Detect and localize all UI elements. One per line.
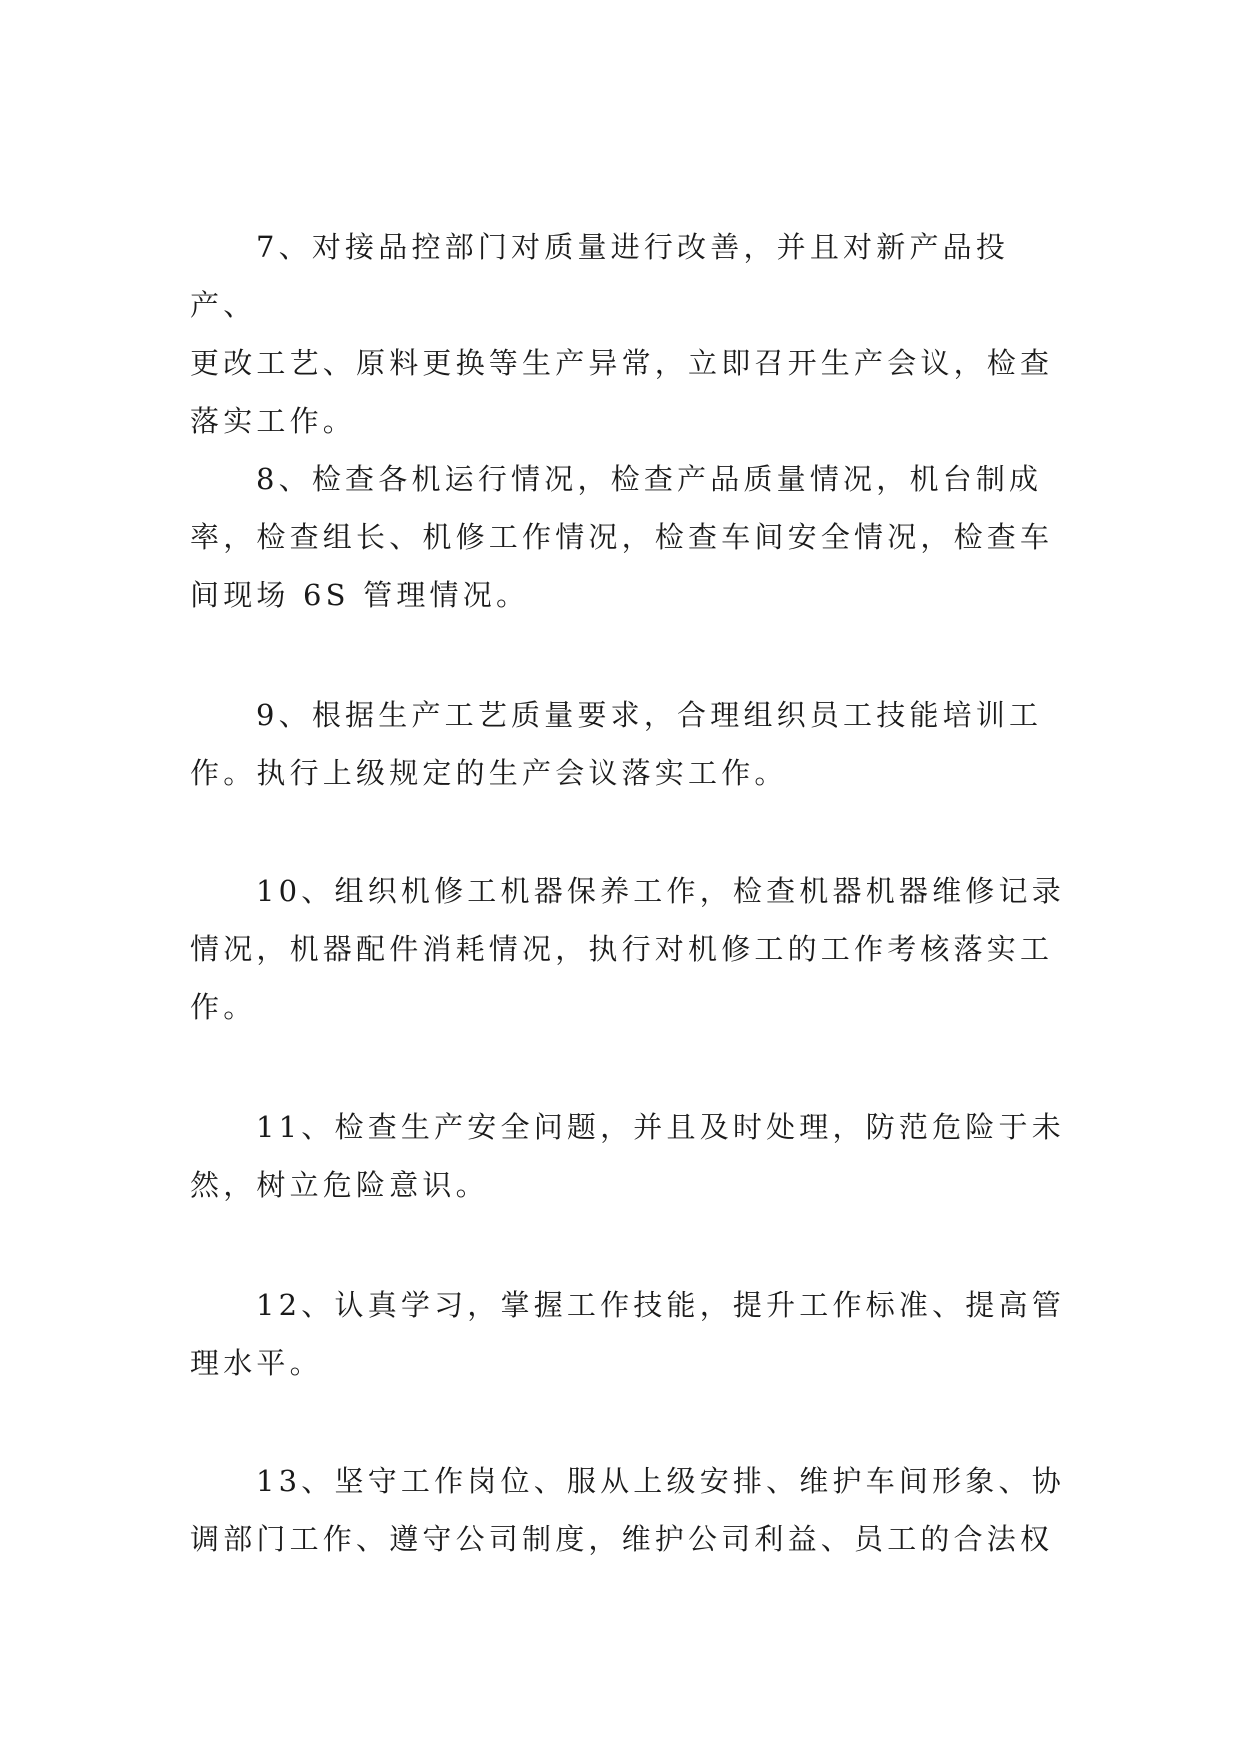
paragraph-line: 然，树立危险意识。 [190, 1168, 489, 1202]
paragraph-item-12 [190, 1276, 1070, 1392]
paragraph-line: 率，检查组长、机修工作情况，检查车间安全情况，检查车 [190, 520, 1054, 554]
paragraph-line: 9、根据生产工艺质量要求，合理组织员工技能培训工 [256, 698, 1043, 732]
paragraph-line: 间现场 6S 管理情况。 [190, 578, 530, 612]
paragraph-line: 调部门工作、遵守公司制度，维护公司利益、员工的合法权 [190, 1522, 1054, 1556]
paragraph-line: 作。 [190, 990, 257, 1024]
paragraph-line: 作。执行上级规定的生产会议落实工作。 [190, 756, 788, 790]
paragraph-line: 11、检查生产安全问题，并且及时处理，防范危险于未 [256, 1110, 1065, 1144]
paragraph-line: 落实工作。 [190, 404, 357, 438]
paragraph-line: 12、认真学习，掌握工作技能，提升工作标准、提高管 [256, 1288, 1065, 1322]
paragraph-line: 更改工艺、原料更换等生产异常，立即召开生产会议，检查 [190, 346, 1054, 380]
paragraph-item-13 [190, 1452, 1070, 1568]
paragraph-item-7 [190, 218, 1070, 450]
paragraph-line: 13、坚守工作岗位、服从上级安排、维护车间形象、协 [256, 1464, 1065, 1498]
paragraph-item-10 [190, 862, 1070, 1036]
paragraph-item-8 [190, 450, 1070, 624]
paragraph-line: 7、对接品控部门对质量进行改善，并且对新产品投产、 [190, 230, 1010, 322]
paragraph-item-11 [190, 1098, 1070, 1214]
paragraph-item-9 [190, 686, 1070, 802]
paragraph-line: 8、检查各机运行情况，检查产品质量情况，机台制成 [256, 462, 1043, 496]
paragraph-line: 情况，机器配件消耗情况，执行对机修工的工作考核落实工 [190, 932, 1054, 966]
paragraph-line: 10、组织机修工机器保养工作，检查机器机器维修记录 [256, 874, 1065, 908]
paragraph-line: 理水平。 [190, 1346, 323, 1380]
